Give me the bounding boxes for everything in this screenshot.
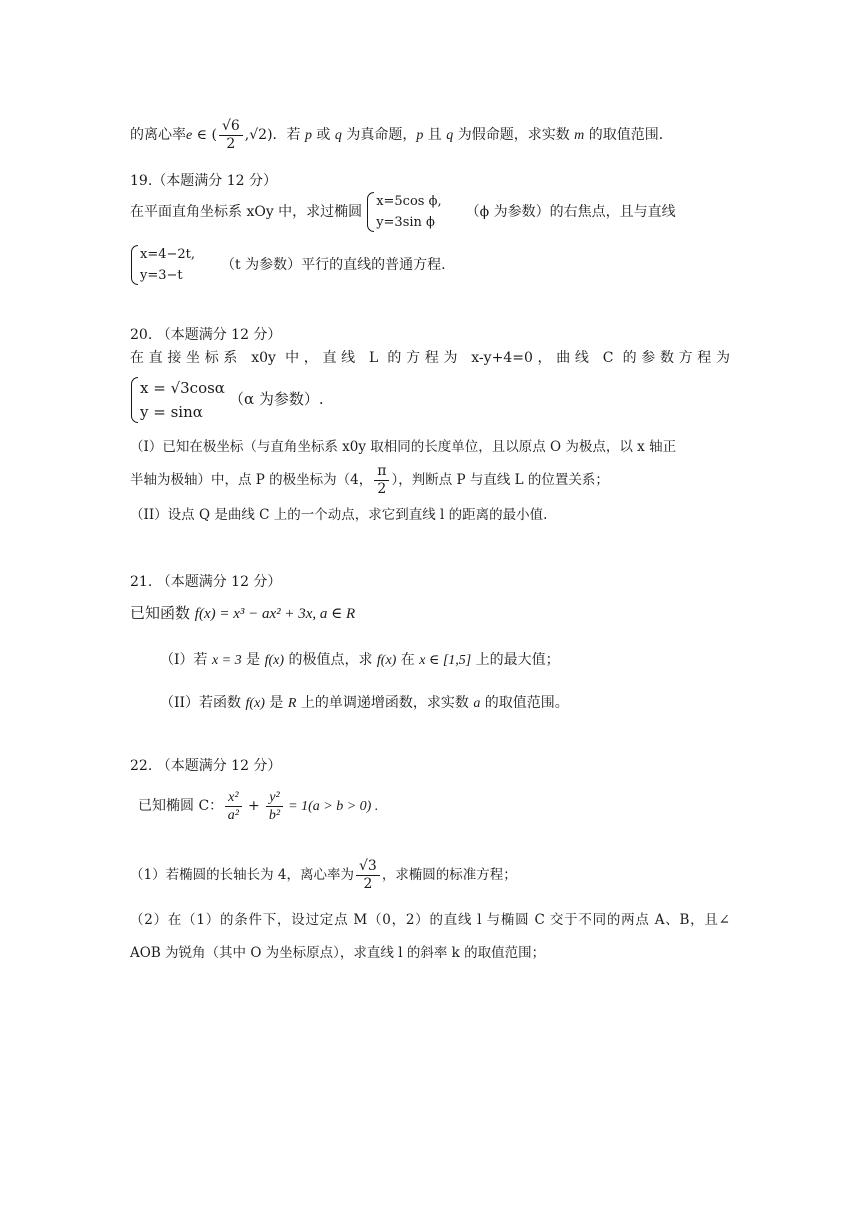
q20-line1: 在直接坐标系 x0y 中，直线 L 的方程为 x-y+4=0，曲线 C 的参数方程为 <box>130 350 730 366</box>
q22-header: 22. （本题满分 12 分） <box>130 758 282 774</box>
q22-intro: 已知椭圆 C： $\frac{\text{x²}}{\text{a²}}$ + $\frac{\text{y²}}{\text{b²}}$ = 1(a > b > 0) . <box>138 789 379 823</box>
q20-param-system-line: x = √3cosα y = sinα （α 为参数）. <box>130 374 324 424</box>
eccentricity-fraction: $\frac{√6}{2}$ <box>219 118 243 153</box>
q20-part1-line2: 半轴为极轴）中，点 P 的极坐标为（4， $\frac{\pi}{2}$ ），判断点 P 与直线 L 的位置关系； <box>130 463 609 497</box>
q22-part1: （1）若椭圆的长轴长为 4，离心率为 $\frac{√3}{2}$ ，求椭圆的标准方程； <box>130 858 517 892</box>
q22-part2-line1: （2）在（1）的条件下，设过定点 M（0，2）的直线 l 与椭圆 C 交于不同的两点 A、B，且∠ <box>130 912 730 928</box>
line-param-system: x=4−2t, y=3−t <box>130 244 195 286</box>
q21-part1: （I）若 x = 3 是 f(x) 的极值点，求 f(x) 在 x ∈ [1,5] 上的最大值； <box>160 652 560 668</box>
q19-line-system-line: x=4−2t, y=3−t （t 为参数）平行的直线的普通方程. <box>130 243 446 287</box>
eccentricity-fraction-22: $\frac{√3}{2}$ <box>356 858 380 893</box>
ellipse-param-system: x=5cos ϕ, y=3sin ϕ <box>366 191 441 233</box>
polar-angle-fraction: $\frac{\pi}{2}$ <box>374 463 389 498</box>
x-squared-fraction: $\frac{\text{x²}}{\text{a²}}$ <box>225 789 241 824</box>
q19-header: 19.（本题满分 12 分） <box>130 173 277 189</box>
q20-part1-line1: （I）已知在极坐标（与直角坐标系 x0y 取相同的长度单位，且以原点 O 为极点，以 x 轴正 <box>130 439 677 455</box>
q22-part2-line2: AOB 为锐角（其中 O 为坐标原点），求直线 l 的斜率 k 的取值范围； <box>130 945 546 961</box>
q21-header: 21. （本题满分 12 分） <box>130 574 282 590</box>
q20-header: 20. （本题满分 12 分） <box>130 327 282 343</box>
q18-condition-line: 的离心率e ∈ ( $\frac{√6}{2}$ ,√2)．若 p 或 q 为真命题，p 且 q 为假命题，求实数 m 的取值范围． <box>130 117 673 152</box>
q20-part2: （II）设点 Q 是曲线 C 上的一个动点，求它到直线 l 的距离的最小值. <box>130 507 548 523</box>
q19-ellipse-line: 在平面直角坐标系 xOy 中，求过椭圆 x=5cos ϕ, y=3sin ϕ （ϕ 为参数）的右焦点，且与直线 <box>130 190 676 234</box>
y-squared-fraction: $\frac{\text{y²}}{\text{b²}}$ <box>266 789 282 824</box>
q21-part2: （II）若函数 f(x) 是 R 上的单调递增函数，求实数 a 的取值范围。 <box>160 695 569 711</box>
q21-intro: 已知函数 f(x) = x³ − ax² + 3x, a ∈ R <box>130 604 356 622</box>
curve-c-param-system: x = √3cosα y = sinα <box>130 376 225 424</box>
